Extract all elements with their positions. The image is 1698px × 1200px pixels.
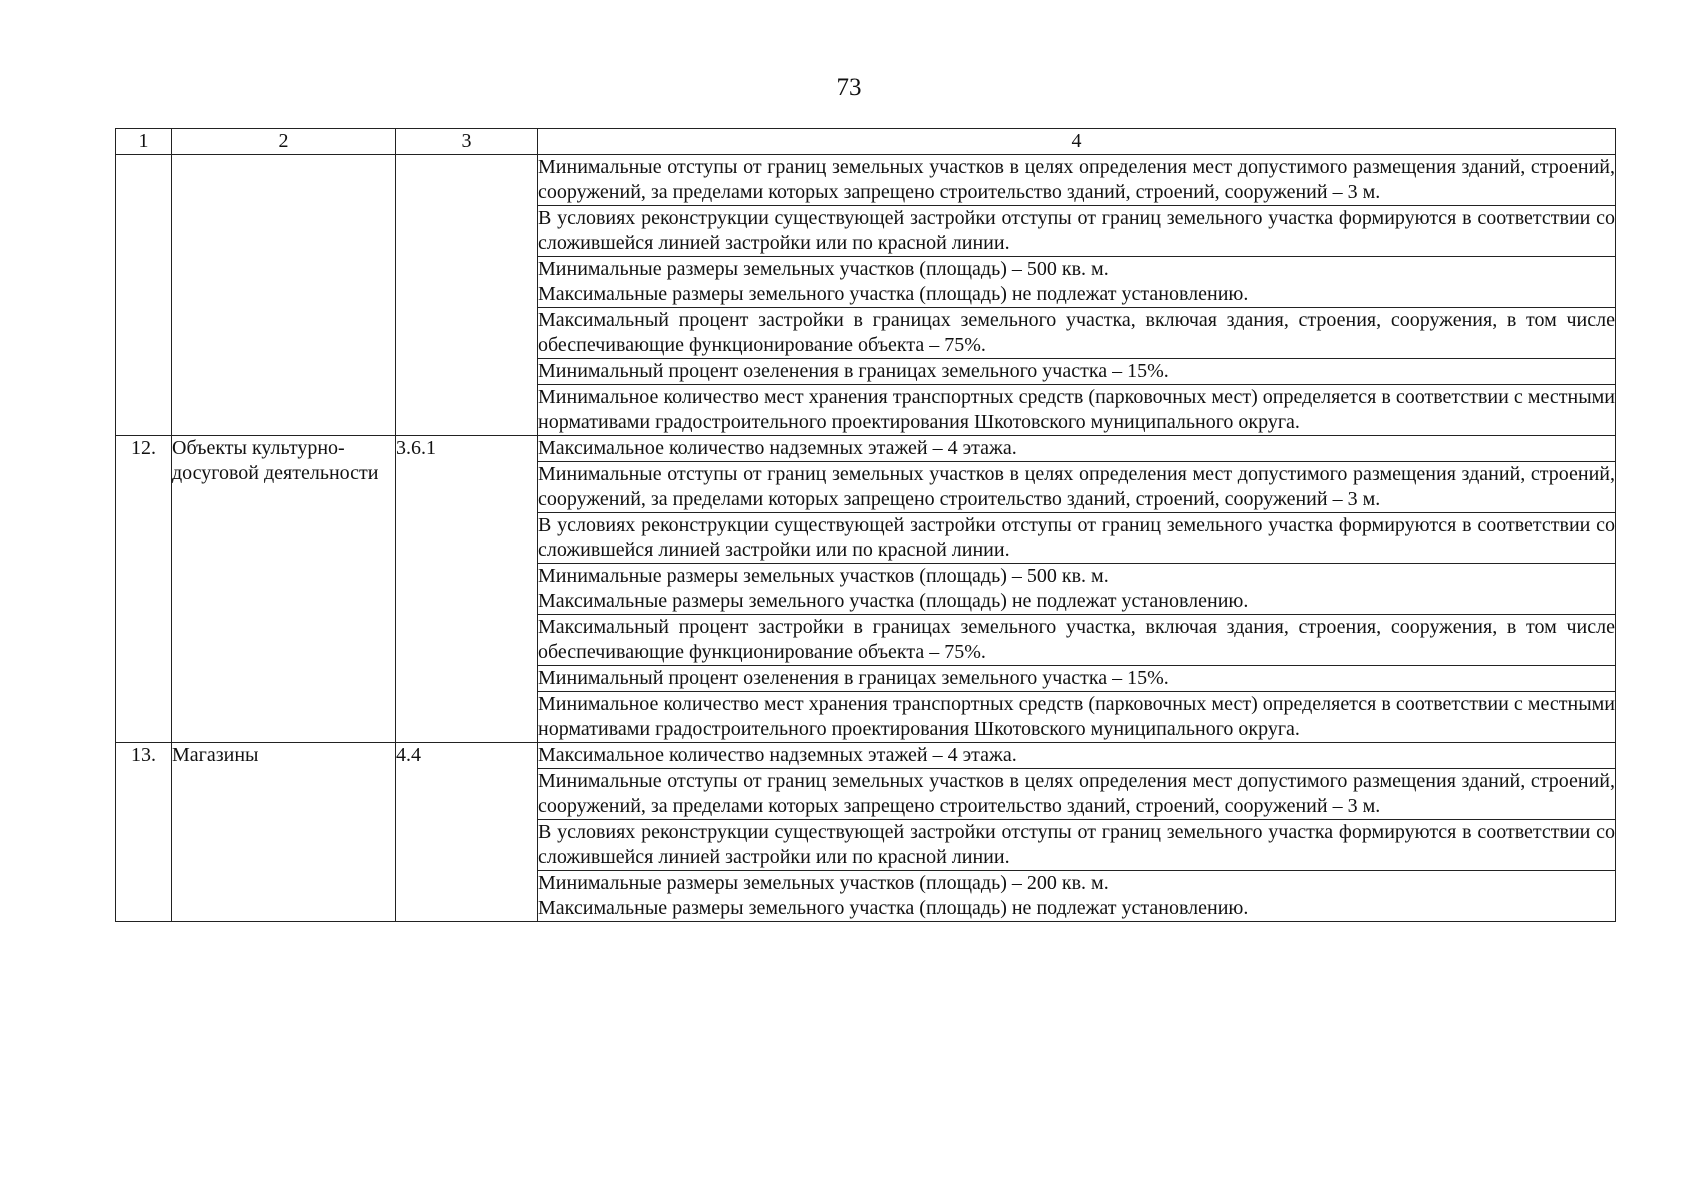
header-col-4: 4 bbox=[538, 129, 1616, 155]
header-col-1: 1 bbox=[116, 129, 172, 155]
requirement-text: Минимальные размеры земельных участков (площадь) – 500 кв. м. Максимальные размеры земельного участка (площадь) не подлежат установлению. bbox=[538, 257, 1616, 308]
requirement-text: Максимальное количество надземных этажей – 4 этажа. bbox=[538, 436, 1616, 462]
entry-name: Магазины bbox=[172, 743, 396, 922]
requirement-text: Минимальные размеры земельных участков (площадь) – 500 кв. м. Максимальные размеры земельного участка (площадь) не подлежат установлению. bbox=[538, 564, 1616, 615]
entry-name: Объекты культурно-досуговой деятельности bbox=[172, 436, 396, 743]
requirement-text: Минимальные отступы от границ земельных участков в целях определения мест допустимого размещения зданий, строений, сооружений, за пределами которых запрещено строительство зданий, строений, сооружений – 3 м. bbox=[538, 462, 1616, 513]
requirement-text: Максимальный процент застройки в границах земельного участка, включая здания, строения, сооружения, в том числе обеспечивающие функционирование объекта – 75%. bbox=[538, 308, 1616, 359]
entry-code: 3.6.1 bbox=[396, 436, 538, 743]
requirement-text: В условиях реконструкции существующей застройки отступы от границ земельного участка формируются в соответствии со сложившейся линией застройки или по красной линии. bbox=[538, 820, 1616, 871]
header-col-2: 2 bbox=[172, 129, 396, 155]
table-row bbox=[116, 155, 1616, 206]
entry-code bbox=[396, 155, 538, 436]
requirement-text: Минимальный процент озеленения в границах земельного участка – 15%. bbox=[538, 359, 1616, 385]
requirement-text: Минимальное количество мест хранения транспортных средств (парковочных мест) определяется в соответствии с местными нормативами градостроительного проектирования Шкотовского муниципального округа. bbox=[538, 385, 1616, 436]
requirement-text: Минимальные отступы от границ земельных участков в целях определения мест допустимого размещения зданий, строений, сооружений, за пределами которых запрещено строительство зданий, строений, сооружений – 3 м. bbox=[538, 155, 1616, 206]
table-header-row bbox=[116, 129, 1616, 155]
table-row bbox=[116, 743, 1616, 769]
requirement-text: Максимальное количество надземных этажей – 4 этажа. bbox=[538, 743, 1616, 769]
entry-name bbox=[172, 155, 396, 436]
entry-number bbox=[116, 155, 172, 436]
regulations-table bbox=[115, 128, 1616, 922]
requirement-text: Минимальный процент озеленения в границах земельного участка – 15%. bbox=[538, 666, 1616, 692]
requirement-text: Минимальные отступы от границ земельных участков в целях определения мест допустимого размещения зданий, строений, сооружений, за пределами которых запрещено строительство зданий, строений, сооружений – 3 м. bbox=[538, 769, 1616, 820]
entry-number: 12. bbox=[116, 436, 172, 743]
requirement-text: В условиях реконструкции существующей застройки отступы от границ земельного участка формируются в соответствии со сложившейся линией застройки или по красной линии. bbox=[538, 206, 1616, 257]
entry-code: 4.4 bbox=[396, 743, 538, 922]
table-row bbox=[116, 436, 1616, 462]
requirement-text: Минимальное количество мест хранения транспортных средств (парковочных мест) определяется в соответствии с местными нормативами градостроительного проектирования Шкотовского муниципального округа. bbox=[538, 692, 1616, 743]
page-number: 73 bbox=[836, 74, 862, 101]
requirement-text: Минимальные размеры земельных участков (площадь) – 200 кв. м. Максимальные размеры земельного участка (площадь) не подлежат установлению. bbox=[538, 871, 1616, 922]
header-col-3: 3 bbox=[396, 129, 538, 155]
requirement-text: В условиях реконструкции существующей застройки отступы от границ земельного участка формируются в соответствии со сложившейся линией застройки или по красной линии. bbox=[538, 513, 1616, 564]
requirement-text: Максимальный процент застройки в границах земельного участка, включая здания, строения, сооружения, в том числе обеспечивающие функционирование объекта – 75%. bbox=[538, 615, 1616, 666]
entry-number: 13. bbox=[116, 743, 172, 922]
